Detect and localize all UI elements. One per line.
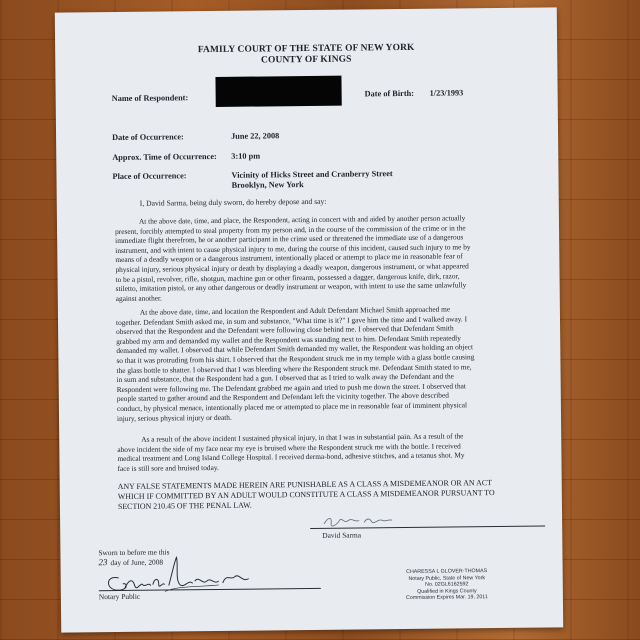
text-line: against another.	[115, 293, 162, 303]
text-line: physical injury, serious physical injury or death by displaying a deadly weapon, dangerous instrument, or what appeared	[115, 261, 469, 274]
notary-county: Qualified in Kings County	[417, 588, 477, 595]
affidavit-page	[55, 7, 563, 632]
place-label: Place of Occurrence:	[112, 171, 187, 182]
place-value-street: Vicinity of Hicks Street and Cranberry Street	[231, 169, 393, 180]
text-line: medical treatment and Long Island College Hospital. I received derma-bond, adhesive stitches, and a tetanus shot. My	[117, 450, 465, 464]
notary-stamp	[377, 568, 517, 602]
text-line: the glass bottle to shatter. I observed that I was bleeding where the Respondent struck me. Defendant Smith stated to me,	[116, 361, 472, 375]
sworn-date: day of June, 2008	[110, 557, 164, 568]
deposition-intro: I, David Sarma, being duly sworn, do hereby depose and say:	[139, 196, 327, 208]
text-line: above incident the side of my face near my eye is bruised where the Respondent struck me with the bottle. I received	[117, 441, 461, 454]
paragraph-one	[115, 213, 536, 304]
text-line: to be a pistol, revolver, rifle, shotgun, machine gun or other firearm, possessed a dagger, dangerous knife, dirk, razor,	[115, 270, 460, 284]
text-line: together. Defendant Smith asked me, in sum and substance, "What time is it?" I gave him the time and I walked away. I	[115, 313, 468, 327]
text-line: ANY FALSE STATEMENTS MADE HEREIN ARE PUNISHABLE AS A CLASS A MISDEMEANOR OR AN ACT	[117, 478, 492, 492]
text-line: At the above date, time, and place, the Respondent, acting in concert with and aided by another person actually	[138, 213, 466, 226]
text-line: observed that the Respondent and the Defendant were following close behind me. I observed that Defendant Smith	[116, 323, 454, 337]
court-title: FAMILY COURT OF THE STATE OF NEW YORK	[197, 42, 415, 56]
text-line: As a result of the above incident I sustained physical injury, in that I was in substantial pain. As a result of the	[141, 431, 464, 444]
text-line: people started to gather around and the Respondent and Defendant left the vicinity together. The above described	[116, 390, 449, 404]
occurrence-time-value: 3:10 pm	[231, 151, 261, 161]
text-line: grabbed my arm and demanded my wallet and the Respondent was standing next to him. Defendant Smith repeatedly	[116, 333, 461, 346]
text-line: so that it was protruding from his shirt. I observed that the Respondent struck me in my temple with a glass bottle causing	[116, 352, 475, 365]
occurrence-date-value: June 22, 2008	[231, 131, 280, 141]
text-line: conduct, by physical menace, intentionally placed me or attempted to place me in reasonable fear of imminent physical	[116, 400, 468, 413]
text-line: instrument, and with intent to cause physical injury to me, during the course of this incident, caused such injury to me by	[115, 242, 471, 255]
place-value-city: Brooklyn, New York	[231, 180, 304, 190]
occurrence-date-label: Date of Occurrence:	[112, 132, 184, 143]
text-line: immediate flight therefrom, he or another participant in the crime used or threatened the immediate use of a dangerous	[115, 232, 464, 246]
text-line: face is still sore and bruised today.	[117, 462, 219, 473]
text-line: present, forcibly attempted to steal property from my person and, in the course of the commission of the crime or in the	[115, 222, 466, 236]
notary-public-label: Notary Public	[98, 591, 141, 602]
text-line: At the above date, time, and location the Respondent and Adult Defendant Michael Smith approached me	[139, 304, 451, 317]
paragraph-two	[116, 304, 537, 424]
sworn-day: 23	[98, 557, 108, 568]
respondent-label: Name of Respondent:	[111, 93, 189, 104]
text-line: stiletto, imitation pistol, or any other dangerous or deadly instrument or weapon, with intent to use the same unlawfully	[115, 280, 467, 294]
notary-number: No. 02GL6162592	[425, 581, 469, 588]
paragraph-three	[117, 431, 537, 474]
notary-expiry: Commission Expires Mar. 19, 2011	[406, 594, 488, 602]
text-line: demanded my wallet. I observed that while Defendant Smith demanded my wallet, the Respondent was holding an object	[116, 342, 474, 356]
deponent-name: David Sarma	[322, 530, 362, 540]
text-line: in sum and substance, that the Respondent had a gun. I observed that as I tried to walk away the Defendant and the	[116, 371, 454, 385]
text-line: SECTION 210.45 OF THE PENAL LAW.	[117, 500, 252, 512]
text-line: injury, serious physical injury or death.	[116, 412, 232, 423]
sworn-statement: Sworn to before me this	[98, 547, 170, 558]
notary-state: Notary Public, State of New York	[408, 574, 486, 582]
redacted-respondent-name	[215, 76, 341, 107]
text-line: WHICH IF COMMITTED BY AN ADULT WOULD CONSTITUTE A CLASS A MISDEMEANOR PURSUANT TO	[117, 488, 495, 502]
county-title: COUNTY OF KINGS	[260, 54, 352, 66]
false-statement-warning	[118, 478, 538, 512]
text-line: Respondent were following me. The Defendant grabbed me again and tried to push me down the street. I observed that	[116, 381, 466, 394]
deponent-signature	[322, 513, 402, 528]
notary-name: CHARESSA L GLOVER-THOMAS	[406, 568, 488, 575]
text-line: means of a deadly weapon or a dangerous instrument, intentionally placed or attempt to place me in reasonable fear of	[115, 251, 463, 265]
dob-label: Date of Birth:	[364, 88, 414, 99]
occurrence-time-label: Approx. Time of Occurrence:	[112, 151, 217, 163]
dob-value: 1/23/1993	[429, 88, 464, 98]
